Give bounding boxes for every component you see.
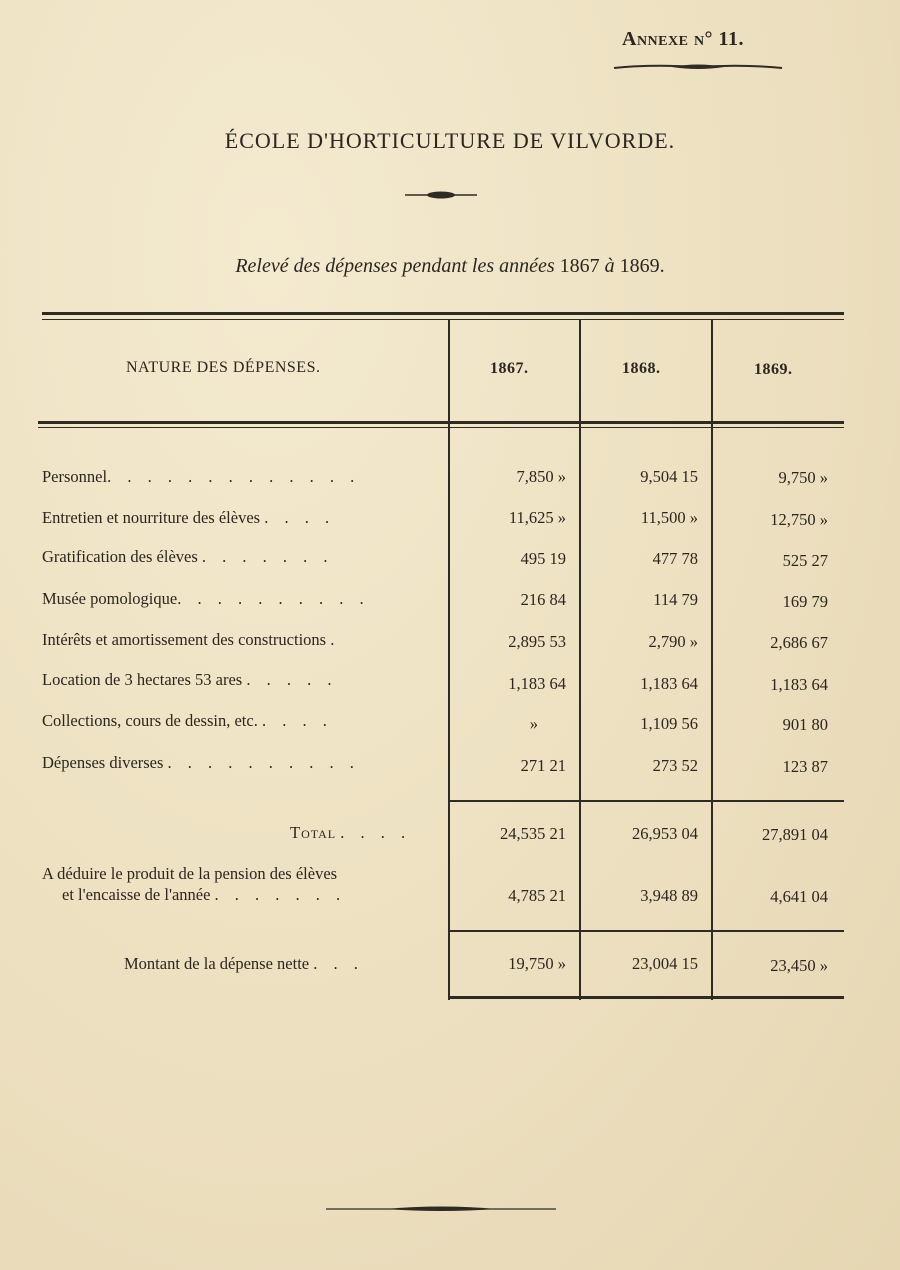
column-divider: [579, 320, 581, 1000]
cell-1868: 273 52: [652, 756, 698, 775]
deduction-rule: [450, 930, 844, 932]
cell-1869: 123 87: [782, 757, 828, 776]
page-title: ÉCOLE D'HORTICULTURE DE VILVORDE.: [224, 128, 676, 153]
subtitle-middle: à: [599, 255, 620, 277]
column-header-1867: 1867.: [490, 360, 529, 377]
cell-1868: 114 79: [653, 590, 698, 609]
subtotal-rule: [450, 800, 844, 802]
cell-1867: 216 84: [520, 590, 566, 609]
deduction-1867: 4,785 21: [508, 886, 566, 905]
net-1867: 19,750 »: [508, 954, 566, 973]
net-1869: 23,450 »: [770, 956, 828, 975]
row-label: Intérêts et amortissement des constructions: [42, 630, 327, 649]
subtitle-year-end: 1869.: [619, 255, 665, 277]
total-1867: 24,535 21: [500, 824, 566, 843]
table-row-label: [42, 467, 360, 487]
table-row-label: [42, 670, 337, 690]
cell-1869: 12,750 »: [770, 510, 828, 529]
cell-1868: 2,790 »: [648, 632, 698, 651]
net-label: Montant de la dépense nette: [124, 954, 310, 973]
column-divider: [448, 320, 450, 1000]
net-1868: 23,004 15: [632, 954, 698, 973]
cell-1867: 11,625 »: [508, 508, 566, 527]
row-label: Dépenses diverses: [42, 753, 164, 772]
table-row-label: [42, 508, 335, 528]
annexe-ornament: [612, 60, 784, 74]
row-label: et l'encaisse de l'année: [62, 885, 211, 904]
row-label: Entretien et nourriture des élèves: [42, 508, 261, 527]
cell-1867: 495 19: [520, 549, 566, 568]
total-label: Total: [290, 823, 337, 842]
net-row-label: [124, 954, 364, 974]
row-label: Gratification des élèves: [42, 547, 198, 566]
leader-dots: . . . .: [340, 823, 412, 842]
table-row-label: [42, 589, 370, 609]
row-label: Collections, cours de dessin, etc.: [42, 711, 258, 730]
column-header-1869: 1869.: [754, 361, 793, 378]
leader-dots: . . .: [313, 954, 364, 973]
cell-1867: 271 21: [520, 756, 566, 775]
table-row-label: [42, 547, 334, 567]
cell-1867: »: [529, 714, 538, 733]
total-1868: 26,953 04: [632, 824, 698, 843]
header-bottom-rule-thin: [38, 427, 844, 428]
annexe-number: Annexe n° 11.: [622, 28, 744, 50]
cell-1869: 901 80: [782, 715, 828, 734]
cell-1869: 525 27: [782, 551, 828, 570]
cell-1869: 9,750 »: [778, 468, 828, 487]
leader-dots: . . . . . . .: [214, 885, 347, 904]
leader-dots: . . . .: [261, 711, 333, 730]
cell-1868: 11,500 »: [640, 508, 698, 527]
total-row-label: [290, 823, 411, 843]
deduction-label-line2: [62, 885, 346, 905]
deduction-1868: 3,948 89: [640, 886, 698, 905]
leader-dots: . . . . . . . . . . . . .: [107, 467, 361, 486]
cell-1867: 1,183 64: [508, 674, 566, 693]
row-label: Personnel: [42, 467, 108, 486]
leader-dots: .: [330, 630, 341, 649]
header-bottom-rule: [38, 421, 844, 424]
cell-1867: 2,895 53: [508, 632, 566, 651]
column-divider: [711, 320, 713, 1000]
column-header-nature: NATURE DES DÉPENSES.: [126, 359, 321, 376]
cell-1869: 1,183 64: [770, 675, 828, 694]
leader-dots: . . . . . . .: [201, 547, 334, 566]
table-row-label: [42, 630, 340, 650]
bottom-ornament: [326, 1203, 556, 1215]
cell-1869: 169 79: [782, 592, 828, 611]
table-row-label: [42, 753, 360, 773]
total-1869: 27,891 04: [762, 825, 828, 844]
cell-1868: 9,504 15: [640, 467, 698, 486]
leader-dots: . . . .: [264, 508, 336, 527]
deduction-label-line1: A déduire le produit de la pension des élèves: [42, 864, 338, 883]
row-label: Musée pomologique: [42, 589, 178, 608]
leader-dots: . . . . . . . . . .: [167, 753, 360, 772]
leader-dots: . . . . .: [246, 670, 338, 689]
row-label: Location de 3 hectares 53 ares: [42, 670, 243, 689]
cell-1868: 1,183 64: [640, 674, 698, 693]
subtitle-year-start: 1867: [559, 255, 600, 277]
cell-1868: 1,109 56: [640, 714, 698, 733]
table-bottom-rule: [448, 996, 844, 999]
leader-dots: . . . . . . . . . .: [177, 589, 370, 608]
cell-1869: 2,686 67: [770, 633, 828, 652]
table-top-rule-thin: [42, 319, 844, 320]
table-subtitle: [0, 255, 900, 278]
title-ornament: [405, 189, 477, 201]
column-header-1868: 1868.: [622, 360, 661, 377]
subtitle-prefix: Relevé des dépenses pendant les années: [235, 255, 560, 277]
deduction-1869: 4,641 04: [770, 887, 828, 906]
table-row-label: [42, 711, 333, 731]
cell-1868: 477 78: [652, 549, 698, 568]
table-top-rule: [42, 312, 844, 315]
cell-1867: 7,850 »: [516, 467, 566, 486]
